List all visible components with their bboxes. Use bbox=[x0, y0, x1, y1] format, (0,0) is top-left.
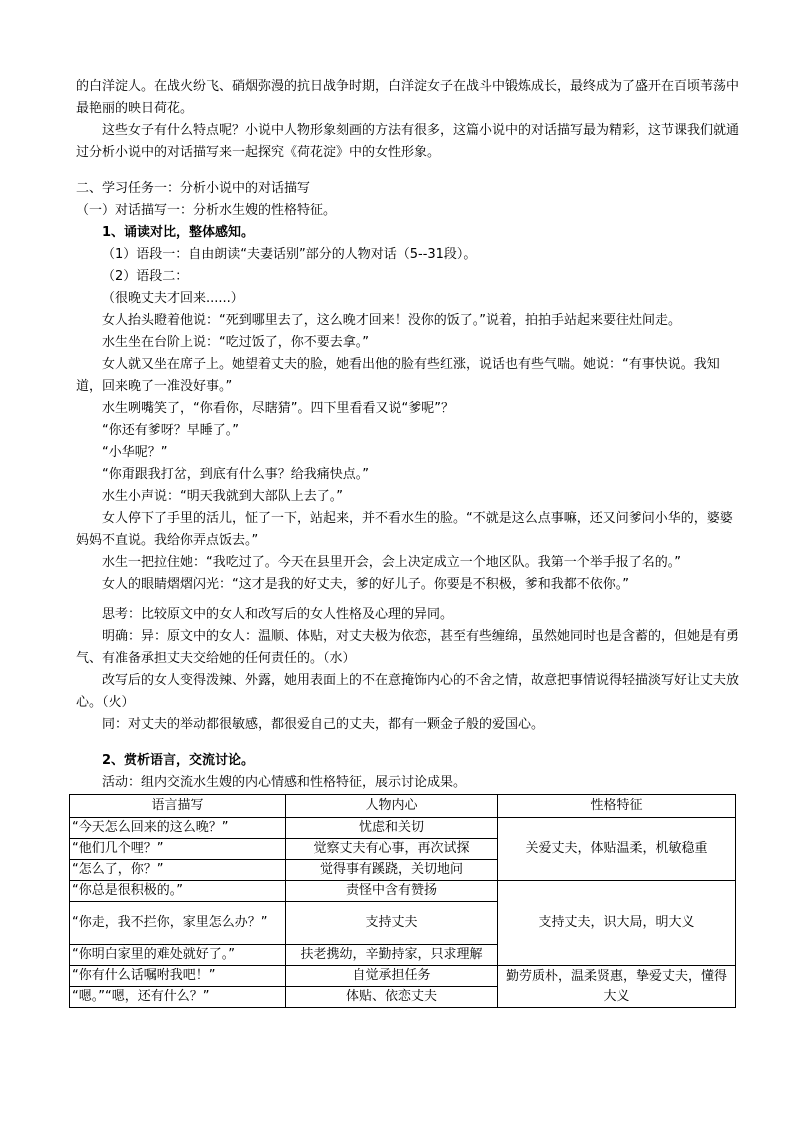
section-heading: 二、学习任务一：分析小说中的对话描写 bbox=[76, 181, 311, 196]
header-inner: 人物内心 bbox=[286, 795, 498, 818]
cell-language: “怎么了，你？” bbox=[70, 860, 286, 881]
cell-inner: 觉察丈夫有心事，再次试探 bbox=[286, 839, 498, 860]
answer-difference-rewrite: 改写后的女人变得泼辣、外露，她用表面上的不在意掩饰内心的不舍之情，故意把事情说得轻描淡写好让丈夫放心。（火） bbox=[76, 673, 740, 710]
dialogue-line: 水生小声说：“明天我就到大部队上去了。” bbox=[102, 489, 343, 504]
dialogue-line: 女人抬头瞪着他说：“死到哪里去了，这么晚才回来！没你的饭了。”说着，拍拍手站起来要往灶间走。 bbox=[102, 313, 681, 328]
think-question: 思考：比较原文中的女人和改写后的女人性格及心理的异同。 bbox=[102, 607, 454, 622]
cell-inner: 支持丈夫 bbox=[286, 902, 498, 945]
cell-inner: 体贴、依恋丈夫 bbox=[286, 987, 498, 1008]
cell-language: “你走，我不拦你，家里怎么办？” bbox=[70, 902, 286, 945]
cell-language: “你总是很积极的。” bbox=[70, 881, 286, 902]
subsection-heading: （一）对话描写一：分析水生嫂的性格特征。 bbox=[76, 203, 337, 218]
intro-paragraph-1: 的白洋淀人。在战火纷飞、硝烟弥漫的抗日战争时期，白洋淀女子在战斗中锻炼成长，最终成为了盛开在百顷苇荡中最艳丽的映日荷花。 bbox=[76, 79, 740, 116]
dialogue-line: 水生咧嘴笑了，“你看你，尽瞎猜”。四下里看看又说“爹呢”？ bbox=[102, 401, 454, 416]
dialogue-line: “小华呢？” bbox=[102, 445, 168, 460]
dialogue-line: “你还有爹呀？早睡了。” bbox=[102, 423, 239, 438]
dialogue-line: 女人停下了手里的活儿，怔了一下，站起来，并不看水生的脸。“不就是这么点事嘛，还又问爹问小华的，婆婆妈妈不直说。我给你弄点饭去。” bbox=[76, 511, 733, 548]
answer-similarity: 同：对丈夫的举动都很敏感，都很爱自己的丈夫，都有一颗金子般的爱国心。 bbox=[102, 717, 545, 732]
cell-trait: 勤劳质朴，温柔贤惠，挚爱丈夫，懂得大义 bbox=[498, 966, 736, 1008]
table-header-row bbox=[70, 795, 736, 818]
dialogue-line: 女人就又坐在席子上。她望着丈夫的脸，她看出他的脸有些红涨，说话也有些气喘。她说：“有事快说。我知道，回来晚了一准没好事。” bbox=[76, 357, 720, 394]
cell-language: “你有什么话嘱咐我吧！” bbox=[70, 966, 286, 987]
answer-difference-original: 明确：异：原文中的女人：温顺、体贴，对丈夫极为依恋，甚至有些缠绵，虽然她同时也是含蓄的，但她是有勇气、有准备承担丈夫交给她的任何责任的。（水） bbox=[76, 629, 740, 666]
item-2: （2）语段二： bbox=[102, 269, 189, 284]
item-1: （1）语段一：自由朗读“夫妻话别”部分的人物对话（5--31段）。 bbox=[102, 247, 477, 262]
activity-text: 活动：组内交流水生嫂的内心情感和性格特征，展示讨论成果。 bbox=[102, 775, 467, 790]
dialogue-line: 水生坐在台阶上说：“吃过饭了，你不要去拿。” bbox=[102, 335, 369, 350]
dialogue-line: 女人的眼睛熠熠闪光：“这才是我的好丈夫，爹的好儿子。你要是不积极，爹和我都不依你。” bbox=[102, 577, 629, 592]
cell-inner: 责怪中含有赞扬 bbox=[286, 881, 498, 902]
dialogue-line: 水生一把拉住她：“我吃过了。今天在县里开会，会上决定成立一个地区队。我第一个举手报了名的。” bbox=[102, 555, 681, 570]
header-language: 语言描写 bbox=[70, 795, 286, 818]
cell-language: “今天怎么回来的这么晚？” bbox=[70, 818, 286, 839]
table-row bbox=[70, 966, 736, 987]
cell-trait: 关爱丈夫，体贴温柔，机敏稳重 bbox=[498, 818, 736, 881]
cell-inner: 忧虑和关切 bbox=[286, 818, 498, 839]
header-trait: 性格特征 bbox=[498, 795, 736, 818]
analysis-table bbox=[69, 794, 736, 1008]
cell-inner: 自觉承担任务 bbox=[286, 966, 498, 987]
intro-paragraph-2: 这些女子有什么特点呢？小说中人物形象刻画的方法有很多，这篇小说中的对话描写最为精彩，这节课我们就通过分析小说中的对话描写来一起探究《荷花淀》中的女性形象。 bbox=[76, 123, 740, 160]
cell-inner: 扶老携幼，辛勤持家，只求理解 bbox=[286, 945, 498, 966]
cell-trait: 支持丈夫，识大局，明大义 bbox=[498, 881, 736, 966]
document-page bbox=[72, 76, 740, 1008]
table-row bbox=[70, 881, 736, 902]
cell-language: “嗯。”“嗯，还有什么？” bbox=[70, 987, 286, 1008]
dialogue-line: “你甭跟我打岔，到底有什么事？给我痛快点。” bbox=[102, 467, 369, 482]
table-row bbox=[70, 818, 736, 839]
cell-language: “他们几个哩？” bbox=[70, 839, 286, 860]
step-2-heading: 2、赏析语言，交流讨论。 bbox=[102, 753, 255, 768]
dialogue-block bbox=[76, 310, 740, 596]
step-1-heading: 1、诵读对比，整体感知。 bbox=[102, 225, 255, 240]
dialogue-note: （很晚丈夫才回来......） bbox=[102, 291, 244, 306]
cell-language: “你明白家里的难处就好了。” bbox=[70, 945, 286, 966]
cell-inner: 觉得事有蹊跷，关切地问 bbox=[286, 860, 498, 881]
